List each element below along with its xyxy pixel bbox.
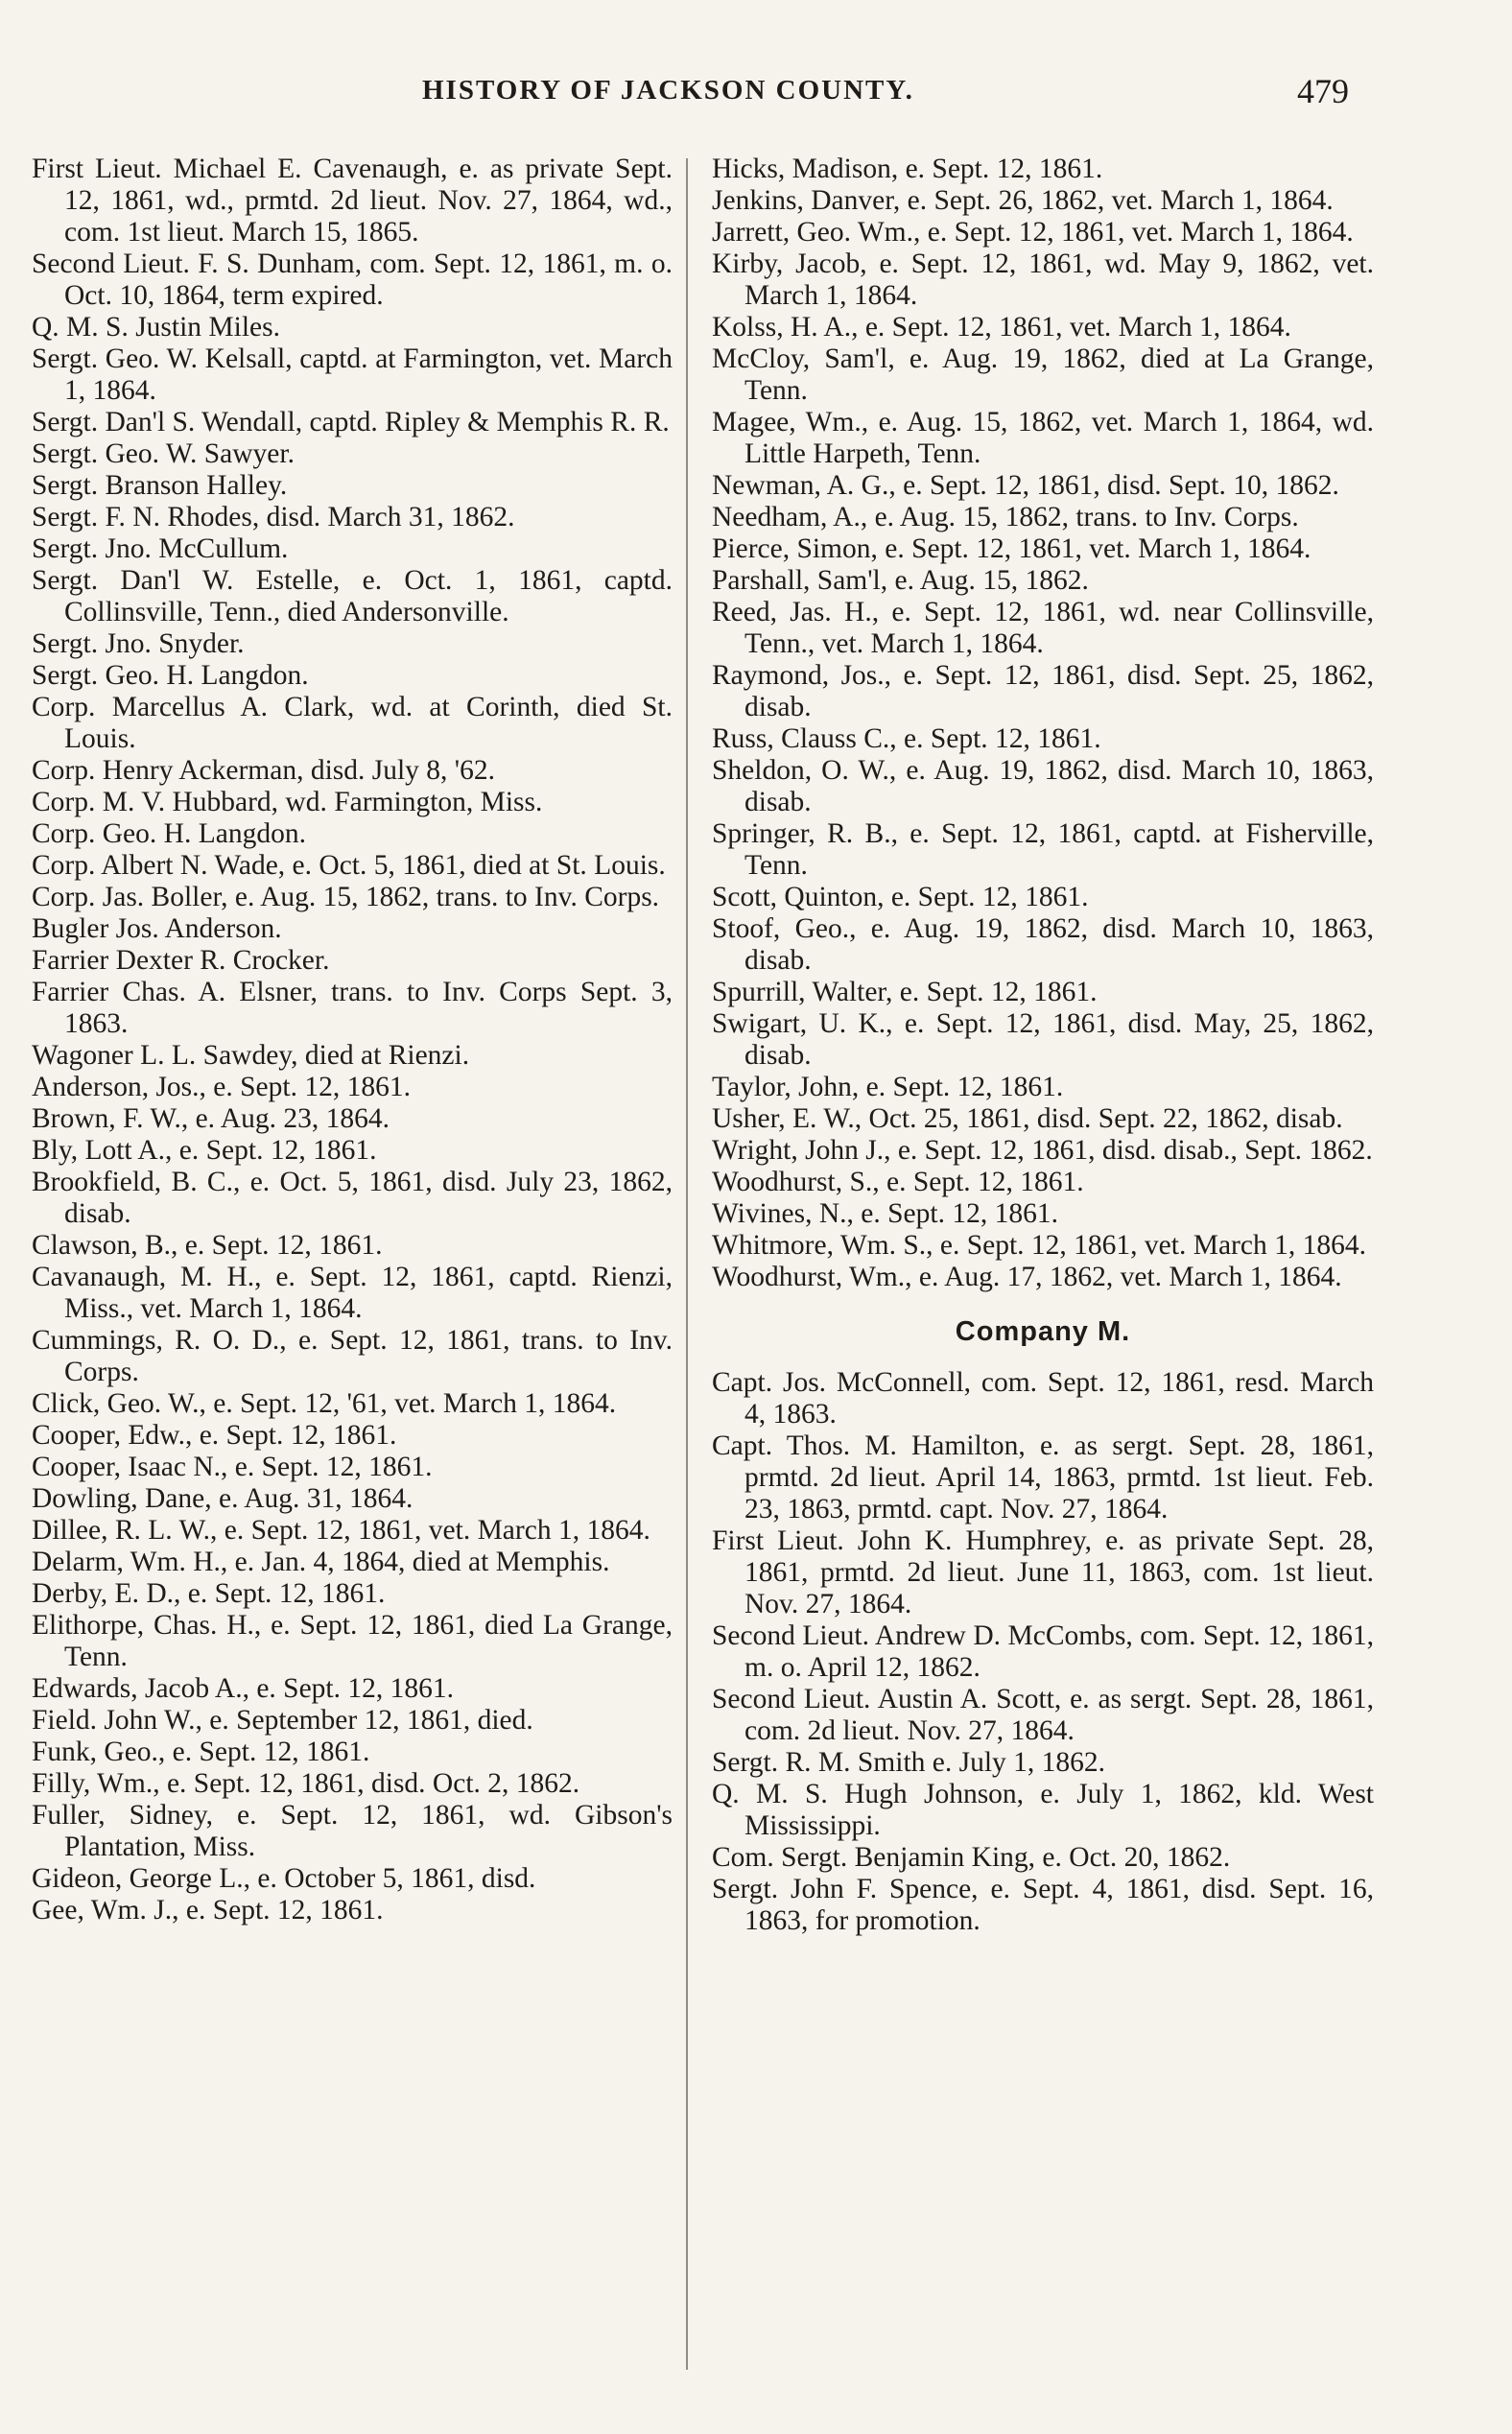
roster-entry: Jenkins, Danver, e. Sept. 26, 1862, vet. March 1, 1864. (712, 185, 1334, 216)
roster-entry: McCloy, Sam'l, e. Aug. 19, 1862, died at La Grange, Tenn. (712, 343, 1374, 406)
roster-entry: Newman, A. G., e. Sept. 12, 1861, disd. Sept. 10, 1862. (712, 470, 1339, 501)
roster-entry: Sergt. F. N. Rhodes, disd. March 31, 1862. (32, 502, 515, 532)
roster-entry: Fuller, Sidney, e. Sept. 12, 1861, wd. Gibson's Plantation, Miss. (32, 1800, 673, 1862)
roster-entry: Com. Sergt. Benjamin King, e. Oct. 20, 1862. (712, 1842, 1231, 1873)
roster-entry: Anderson, Jos., e. Sept. 12, 1861. (32, 1072, 411, 1102)
roster-entry: Woodhurst, S., e. Sept. 12, 1861. (712, 1167, 1084, 1197)
roster-entry: Corp. M. V. Hubbard, wd. Farmington, Miss. (32, 787, 543, 817)
roster-entry: Corp. Geo. H. Langdon. (32, 818, 306, 849)
roster-entry: Sergt. Geo. H. Langdon. (32, 660, 309, 691)
roster-entry: Reed, Jas. H., e. Sept. 12, 1861, wd. near Collinsville, Tenn., vet. March 1, 1864. (712, 597, 1374, 659)
roster-entry: Edwards, Jacob A., e. Sept. 12, 1861. (32, 1673, 454, 1704)
roster-entry: Sheldon, O. W., e. Aug. 19, 1862, disd. March 10, 1863, disab. (712, 755, 1374, 817)
roster-entry: Derby, E. D., e. Sept. 12, 1861. (32, 1578, 386, 1609)
roster-entry: Clawson, B., e. Sept. 12, 1861. (32, 1230, 383, 1261)
running-title: HISTORY OF JACKSON COUNTY. (422, 75, 914, 106)
roster-entry: Corp. Henry Ackerman, disd. July 8, '62. (32, 755, 495, 786)
roster-entry: Sergt. Geo. W. Sawyer. (32, 438, 295, 469)
roster-entry: Dillee, R. L. W., e. Sept. 12, 1861, vet. March 1, 1864. (32, 1515, 650, 1546)
right-column-entries (712, 154, 1374, 1293)
roster-entry: Corp. Jas. Boller, e. Aug. 15, 1862, trans. to Inv. Corps. (32, 882, 660, 912)
roster-entry: Capt. Thos. M. Hamilton, e. as sergt. Sept. 28, 1861, prmtd. 2d lieut. April 14, 1863, prmtd. 1st lieut. Feb. 23, 1863, prmtd. capt. Nov. 27, 1864. (712, 1430, 1374, 1524)
roster-entry: Click, Geo. W., e. Sept. 12, '61, vet. March 1, 1864. (32, 1388, 617, 1419)
roster-entry: Sergt. Jno. McCullum. (32, 533, 289, 564)
roster-entry: Sergt. Branson Halley. (32, 470, 288, 501)
roster-entry: Parshall, Sam'l, e. Aug. 15, 1862. (712, 565, 1089, 596)
roster-entry: Sergt. Jno. Snyder. (32, 628, 245, 659)
page-header (0, 72, 1512, 123)
left-column (32, 154, 673, 1926)
roster-entry: Kolss, H. A., e. Sept. 12, 1861, vet. March 1, 1864. (712, 312, 1291, 343)
roster-entry: Delarm, Wm. H., e. Jan. 4, 1864, died at Memphis. (32, 1547, 610, 1577)
roster-entry: Whitmore, Wm. S., e. Sept. 12, 1861, vet. March 1, 1864. (712, 1230, 1366, 1261)
company-m-heading: Company M. (955, 1316, 1131, 1347)
roster-entry: Woodhurst, Wm., e. Aug. 17, 1862, vet. March 1, 1864. (712, 1262, 1342, 1292)
roster-entry: Field. John W., e. September 12, 1861, died. (32, 1705, 533, 1736)
roster-entry: Sergt. John F. Spence, e. Sept. 4, 1861, disd. Sept. 16, 1863, for promotion. (712, 1874, 1374, 1936)
roster-entry: Swigart, U. K., e. Sept. 12, 1861, disd. May, 25, 1862, disab. (712, 1008, 1374, 1071)
roster-entry: Sergt. R. M. Smith e. July 1, 1862. (712, 1747, 1106, 1778)
roster-entry: Dowling, Dane, e. Aug. 31, 1864. (32, 1483, 413, 1514)
roster-entry: Cummings, R. O. D., e. Sept. 12, 1861, trans. to Inv. Corps. (32, 1325, 673, 1387)
roster-entry: Second Lieut. Andrew D. McCombs, com. Sept. 12, 1861, m. o. April 12, 1862. (712, 1620, 1374, 1683)
roster-entry: Q. M. S. Hugh Johnson, e. July 1, 1862, kld. West Mississippi. (712, 1779, 1374, 1841)
roster-entry: Wivines, N., e. Sept. 12, 1861. (712, 1198, 1058, 1229)
roster-entry: First Lieut. John K. Humphrey, e. as private Sept. 28, 1861, prmtd. 2d lieut. June 11, 1863, com. 1st lieut. Nov. 27, 1864. (712, 1525, 1374, 1619)
roster-entry: Corp. Albert N. Wade, e. Oct. 5, 1861, died at St. Louis. (32, 850, 666, 881)
roster-entry: Funk, Geo., e. Sept. 12, 1861. (32, 1737, 370, 1767)
column-divider (686, 158, 688, 2370)
roster-entry: Cooper, Isaac N., e. Sept. 12, 1861. (32, 1452, 433, 1482)
roster-entry: Cavanaugh, M. H., e. Sept. 12, 1861, captd. Rienzi, Miss., vet. March 1, 1864. (32, 1262, 673, 1324)
roster-entry: Sergt. Dan'l S. Wendall, captd. Ripley & Memphis R. R. (32, 407, 670, 437)
roster-entry: First Lieut. Michael E. Cavenaugh, e. as private Sept. 12, 1861, wd., prmtd. 2d lieut. Nov. 27, 1864, wd., com. 1st lieut. March 15, 1865. (32, 154, 673, 248)
roster-entry: Hicks, Madison, e. Sept. 12, 1861. (712, 154, 1103, 184)
roster-entry: Second Lieut. Austin A. Scott, e. as sergt. Sept. 28, 1861, com. 2d lieut. Nov. 27, 1864. (712, 1684, 1374, 1746)
roster-entry: Taylor, John, e. Sept. 12, 1861. (712, 1072, 1064, 1102)
roster-entry: Wright, John J., e. Sept. 12, 1861, disd. disab., Sept. 1862. (712, 1135, 1373, 1166)
roster-entry: Raymond, Jos., e. Sept. 12, 1861, disd. Sept. 25, 1862, disab. (712, 660, 1374, 722)
roster-entry: Usher, E. W., Oct. 25, 1861, disd. Sept. 22, 1862, disab. (712, 1103, 1343, 1134)
roster-entry: Russ, Clauss C., e. Sept. 12, 1861. (712, 723, 1101, 754)
roster-entry: Sergt. Dan'l W. Estelle, e. Oct. 1, 1861, captd. Collinsville, Tenn., died Andersonville. (32, 565, 673, 627)
roster-entry: Brown, F. W., e. Aug. 23, 1864. (32, 1103, 390, 1134)
roster-entry: Filly, Wm., e. Sept. 12, 1861, disd. Oct. 2, 1862. (32, 1768, 580, 1799)
roster-entry: Spurrill, Walter, e. Sept. 12, 1861. (712, 977, 1098, 1007)
roster-entry: Capt. Jos. McConnell, com. Sept. 12, 1861, resd. March 4, 1863. (712, 1367, 1374, 1430)
roster-entry: Bly, Lott A., e. Sept. 12, 1861. (32, 1135, 377, 1166)
roster-entry: Springer, R. B., e. Sept. 12, 1861, captd. at Fisherville, Tenn. (712, 818, 1374, 881)
roster-entry: Gee, Wm. J., e. Sept. 12, 1861. (32, 1895, 384, 1926)
roster-entry: Scott, Quinton, e. Sept. 12, 1861. (712, 882, 1089, 912)
roster-entry: Kirby, Jacob, e. Sept. 12, 1861, wd. May 9, 1862, vet. March 1, 1864. (712, 248, 1374, 311)
roster-entry: Stoof, Geo., e. Aug. 19, 1862, disd. March 10, 1863, disab. (712, 913, 1374, 976)
roster-entry: Bugler Jos. Anderson. (32, 913, 282, 944)
roster-entry: Wagoner L. L. Sawdey, died at Rienzi. (32, 1040, 470, 1071)
roster-entry: Farrier Chas. A. Elsner, trans. to Inv. Corps Sept. 3, 1863. (32, 977, 673, 1039)
roster-entry: Sergt. Geo. W. Kelsall, captd. at Farmington, vet. March 1, 1864. (32, 343, 673, 406)
roster-entry: Brookfield, B. C., e. Oct. 5, 1861, disd. July 23, 1862, disab. (32, 1167, 673, 1229)
right-column (712, 154, 1374, 1937)
roster-entry: Second Lieut. F. S. Dunham, com. Sept. 12, 1861, m. o. Oct. 10, 1864, term expired. (32, 248, 673, 311)
roster-entry: Pierce, Simon, e. Sept. 12, 1861, vet. March 1, 1864. (712, 533, 1311, 564)
roster-entry: Cooper, Edw., e. Sept. 12, 1861. (32, 1420, 397, 1451)
roster-entry: Gideon, George L., e. October 5, 1861, disd. (32, 1863, 536, 1894)
roster-entry: Jarrett, Geo. Wm., e. Sept. 12, 1861, vet. March 1, 1864. (712, 217, 1354, 248)
company-m-entries (712, 1367, 1374, 1937)
roster-entry: Corp. Marcellus A. Clark, wd. at Corinth, died St. Louis. (32, 692, 673, 754)
page-number: 479 (1297, 72, 1349, 110)
roster-entry: Farrier Dexter R. Crocker. (32, 945, 330, 976)
roster-entry: Q. M. S. Justin Miles. (32, 312, 280, 343)
roster-entry: Elithorpe, Chas. H., e. Sept. 12, 1861, died La Grange, Tenn. (32, 1610, 673, 1672)
roster-entry: Magee, Wm., e. Aug. 15, 1862, vet. March 1, 1864, wd. Little Harpeth, Tenn. (712, 407, 1374, 469)
roster-entry: Needham, A., e. Aug. 15, 1862, trans. to Inv. Corps. (712, 502, 1299, 532)
